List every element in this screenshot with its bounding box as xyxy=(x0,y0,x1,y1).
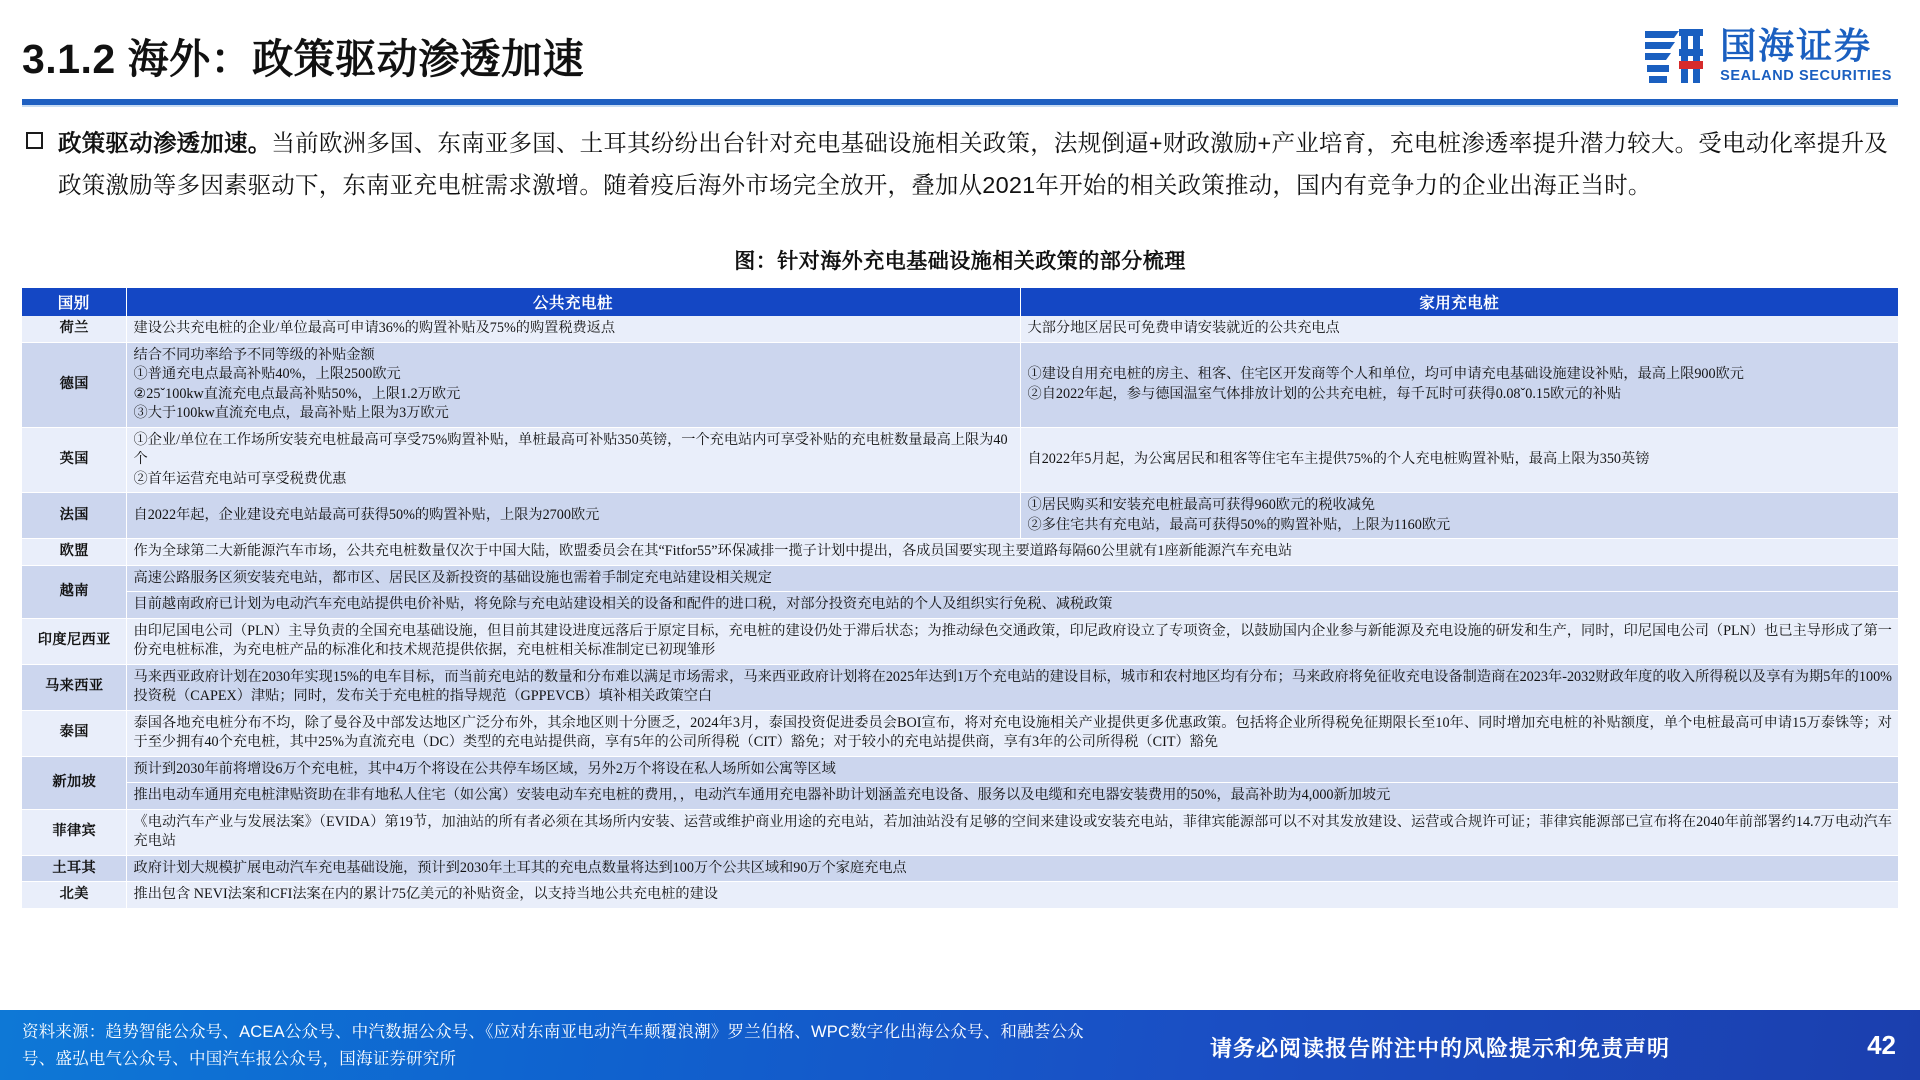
title-rule-secondary xyxy=(22,105,1898,107)
row-merged-content xyxy=(126,592,1898,619)
col-header-home: 家用充电桩 xyxy=(1020,288,1898,316)
row-country: 越南 xyxy=(22,565,126,618)
table-row xyxy=(22,316,1898,342)
table-row xyxy=(22,618,1898,664)
cell-line: 建设公共充电桩的企业/单位最高可申请36%的购置补贴及75%的购置税费返点 xyxy=(133,320,616,336)
bullet-body: 当前欧洲多国、东南亚多国、土耳其纷纷出台针对充电基础设施相关政策，法规倒逼+财政激励+产业培育，充电桩渗透率提升潜力较大。受电动化率提升及政策激励等多因素驱动下，东南亚充电桩需求激增。随着疫后海外市场完全放开，叠加从2021年开始的相关政策推动，国内有竞争力的企业出海正当时。 xyxy=(58,130,1888,198)
row-country: 法国 xyxy=(22,493,126,539)
disclaimer-text: 请务必阅读报告附注中的风险提示和免责声明 xyxy=(1209,1036,1670,1061)
row-merged-content xyxy=(126,565,1898,592)
row-country: 土耳其 xyxy=(22,855,126,882)
cell-line: 作为全球第二大新能源汽车市场，公共充电桩数量仅次于中国大陆，欧盟委员会在其“Fitfor55”环保减排一揽子计划中提出，各成员国要实现主要道路每隔60公里就有1座新能源汽车充电站 xyxy=(133,543,1293,559)
row-country: 欧盟 xyxy=(22,539,126,566)
bullet-block xyxy=(26,122,1896,206)
cell-line: 自2022年起，企业建设充电站最高可获得50%的购置补贴，上限为2700欧元 xyxy=(133,506,600,523)
row-country: 荷兰 xyxy=(22,316,126,342)
bullet-square-icon xyxy=(26,132,43,149)
row-public xyxy=(126,427,1020,493)
slide-footer xyxy=(0,1010,1920,1080)
table-body xyxy=(22,316,1898,908)
col-header-public: 公共充电桩 xyxy=(126,288,1020,316)
page-number: 42 xyxy=(1867,1030,1896,1060)
table-row xyxy=(22,592,1898,619)
policy-table-wrapper xyxy=(22,288,1898,909)
table-row xyxy=(22,539,1898,566)
row-home xyxy=(1020,342,1898,427)
cell-line: ③大于100kw直流充电点，最高补贴上限为3万欧元 xyxy=(133,405,449,421)
cell-line: 高速公路服务区须安装充电站，都市区、居民区及新投资的基础设施也需着手制定充电站建设相关规定 xyxy=(133,569,772,586)
row-home xyxy=(1020,316,1898,342)
cell-line: ①居民购买和安装充电桩最高可获得960欧元的税收减免 xyxy=(1027,497,1376,513)
cell-line: ②25ˇ100kw直流充电点最高补贴50%，上限1.2万欧元 xyxy=(133,385,461,402)
table-row xyxy=(22,783,1898,810)
row-country: 北美 xyxy=(22,882,126,909)
row-public xyxy=(126,316,1020,342)
cell-line: 预计到2030年前将增设6万个充电桩，其中4万个将设在公共停车场区域，另外2万个将设在私人场所如公寓等区域 xyxy=(133,760,836,777)
table-row xyxy=(22,882,1898,909)
table-row xyxy=(22,565,1898,592)
row-merged-content xyxy=(126,882,1898,909)
logo-name-en: SEALAND SECURITIES xyxy=(1720,68,1892,85)
slide-header xyxy=(0,0,1920,114)
cell-line: 推出包含 NEVI法案和CFI法案在内的累计75亿美元的补贴资金，以支持当地公共充电桩的建设 xyxy=(133,886,718,902)
table-row xyxy=(22,756,1898,783)
table-row xyxy=(22,710,1898,756)
row-public xyxy=(126,493,1020,539)
row-merged-content xyxy=(126,855,1898,882)
row-country: 马来西亚 xyxy=(22,664,126,710)
cell-line: 由印尼国电公司（PLN）主导负责的全国充电基础设施，但目前其建设进度远落后于原定目标，充电桩的建设仍处于滞后状态；为推动绿色交通政策，印尼政府设立了专项资金，以鼓励国内企业参与新能源及充电设施的研发和生产，同时，印尼国电公司（PLN）也已主导形成了第一份充电桩标准，为充电桩产品的标准化和技术规范提供依据，充电桩相关标准制定已初现雏形 xyxy=(133,622,1892,658)
source-note: 资料来源：趋势智能公众号、ACEA公众号、中汽数据公众号、《应对东南亚电动汽车颠覆浪潮》罗兰伯格、WPC数字化出海公众号、和融荟公众号、盛弘电气公众号、中国汽车报公众号，国海证券研究所 xyxy=(22,1023,1084,1068)
row-country: 印度尼西亚 xyxy=(22,618,126,664)
table-row xyxy=(22,493,1898,539)
row-country: 新加坡 xyxy=(22,756,126,809)
row-merged-content xyxy=(126,539,1898,566)
cell-line: ②首年运营充电站可享受税费优惠 xyxy=(133,470,347,487)
row-merged-content xyxy=(126,710,1898,756)
cell-line: 政府计划大规模扩展电动汽车充电基础设施，预计到2030年土耳其的充电点数量将达到100万个公共区域和90万个家庭充电点 xyxy=(133,859,907,876)
table-header-row xyxy=(22,288,1898,316)
table-row xyxy=(22,427,1898,493)
cell-line: ①普通充电点最高补贴40%，上限2500欧元 xyxy=(133,366,401,382)
cell-line: 《电动汽车产业与发展法案》（EVIDA）第19节，加油站的所有者必须在其场所内安装、运营或维护商业用途的充电站，若加油站没有足够的空间来建设或安装充电站，菲律宾能源部可以不对其发放建设、运营或合规许可证；菲律宾能源部已宣布将在2040年前部署约14.7万电动汽车充电站 xyxy=(133,813,1892,849)
row-home xyxy=(1020,427,1898,493)
cell-line: ②多住宅共有充电站，最高可获得50%的购置补贴，上限为1160欧元 xyxy=(1027,516,1451,533)
sealand-logo-icon xyxy=(1643,25,1707,87)
cell-line: ①企业/单位在工作场所安装充电桩最高可享受75%购置补贴，单桩最高可补贴350英镑，一个充电站内可享受补贴的充电桩数量最高上限为40个 xyxy=(133,431,1008,467)
row-merged-content xyxy=(126,783,1898,810)
bullet-paragraph xyxy=(58,122,1888,206)
table-row xyxy=(22,664,1898,710)
cell-line: 马来西亚政府计划在2030年实现15%的电车目标，而当前充电站的数量和分布难以满足市场需求，马来西亚政府计划将在2025年达到1万个充电站的建设目标，城市和农村地区均有分布；马来政府将免征收充电设备制造商在2023年-2032财政年度的收入所得税以及享有为期5年的100%投资税（CAPEX）津贴；同时，发布关于充电桩的指导规范（GPPEVCB）填补相关政策空白 xyxy=(133,668,1892,704)
row-merged-content xyxy=(126,809,1898,855)
policy-table xyxy=(22,288,1898,909)
table-caption: 图：针对海外充电基础设施相关政策的部分梳理 xyxy=(734,249,1186,273)
bullet-lead: 政策驱动渗透加速。 xyxy=(58,130,272,156)
cell-line: ②自2022年起，参与德国温室气体排放计划的公共充电桩，每千瓦时可获得0.08ˇ0.15欧元的补贴 xyxy=(1027,385,1622,402)
row-public xyxy=(126,342,1020,427)
col-header-country: 国别 xyxy=(22,288,126,316)
logo-text xyxy=(1720,25,1892,85)
brand-logo xyxy=(1643,22,1892,90)
row-merged-content xyxy=(126,664,1898,710)
cell-line: 大部分地区居民可免费申请安装就近的公共充电点 xyxy=(1027,320,1340,336)
cell-line: 目前越南政府已计划为电动汽车充电站提供电价补贴，将免除与充电站建设相关的设备和配件的进口税，对部分投资充电站的个人及组织实行免税、减税政策 xyxy=(133,596,1113,612)
row-home xyxy=(1020,493,1898,539)
cell-line: 自2022年5月起，为公寓居民和租客等住宅车主提供75%的个人充电桩购置补贴，最高上限为350英镑 xyxy=(1027,451,1650,467)
cell-line: ①建设自用充电桩的房主、租客、住宅区开发商等个人和单位，均可申请充电基础设施建设补贴，最高上限900欧元 xyxy=(1027,366,1744,382)
cell-line: 结合不同功率给予不同等级的补贴金额 xyxy=(133,346,375,363)
table-row xyxy=(22,855,1898,882)
cell-line: 泰国各地充电桩分布不均，除了曼谷及中部发达地区广泛分布外，其余地区则十分匮乏，2024年3月，泰国投资促进委员会BOI宣布，将对充电设施相关产业提供更多优惠政策。包括将企业所得税免征期限长至10年、同时增加充电桩的补贴额度，单个电桩最高可申请15万泰铢等；对于至少拥有40个充电桩，其中25%为直流充电（DC）类型的充电站提供商，享有5年的公司所得税（CIT）豁免；对于较小的充电站提供商，享有3年的公司所得税（CIT）豁免 xyxy=(133,714,1892,750)
row-country: 菲律宾 xyxy=(22,809,126,855)
row-country: 德国 xyxy=(22,342,126,427)
row-merged-content xyxy=(126,618,1898,664)
row-country: 泰国 xyxy=(22,710,126,756)
cell-line: 推出电动车通用充电桩津贴资助在非有地私人住宅（如公寓）安装电动车充电桩的费用，，电动汽车通用充电器补助计划涵盖充电设备、服务以及电缆和充电器安装费用的50%，最高补助为4,000新加坡元 xyxy=(133,787,1391,803)
logo-name-cn: 国海证券 xyxy=(1720,25,1873,67)
page-title: 3.1.2 海外：政策驱动渗透加速 xyxy=(22,36,585,82)
row-merged-content xyxy=(126,756,1898,783)
row-country: 英国 xyxy=(22,427,126,493)
table-head xyxy=(22,288,1898,316)
table-row xyxy=(22,809,1898,855)
table-row xyxy=(22,342,1898,427)
